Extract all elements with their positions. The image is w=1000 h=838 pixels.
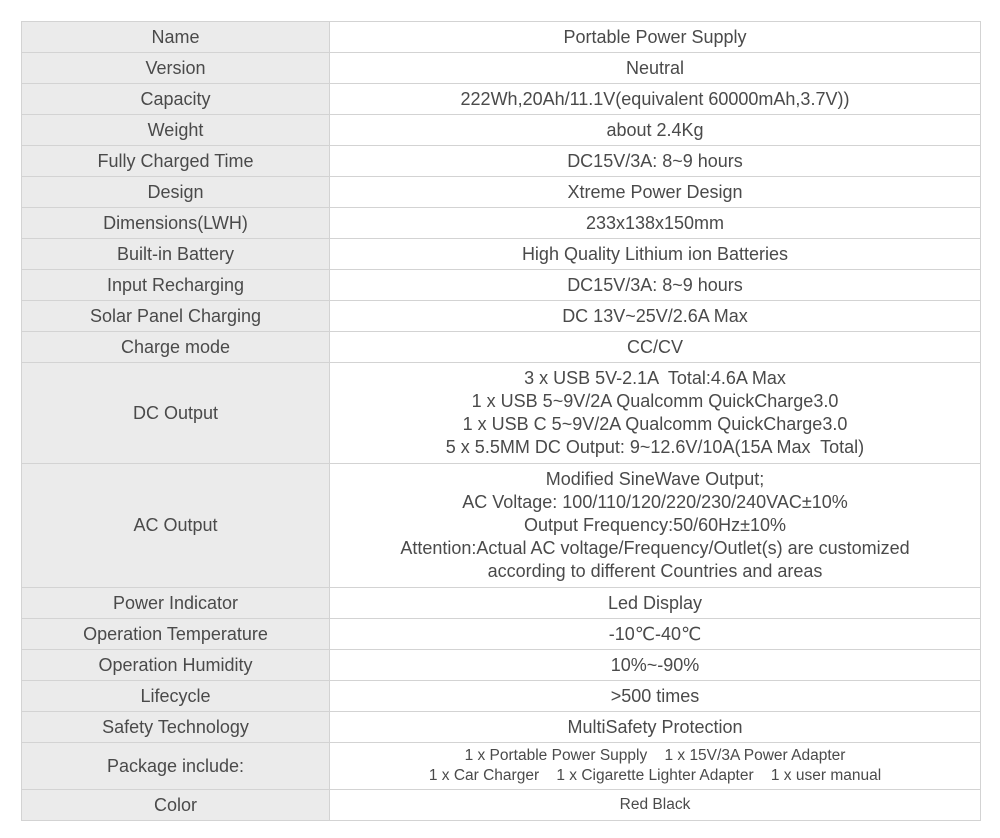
spec-value-line: 3 x USB 5V-2.1A Total:4.6A Max bbox=[524, 368, 786, 388]
spec-value-line: 222Wh,20Ah/11.1V(equivalent 60000mAh,3.7V)) bbox=[460, 88, 850, 109]
spec-value-line: DC15V/3A: 8~9 hours bbox=[567, 150, 743, 171]
spec-value-line: 233x138x150mm bbox=[585, 212, 725, 233]
spec-label: Color bbox=[22, 790, 330, 821]
spec-value-line: DC15V/3A: 8~9 hours bbox=[567, 274, 743, 295]
spec-value-line: Red Black bbox=[619, 796, 691, 813]
spec-label: Lifecycle bbox=[22, 681, 330, 712]
spec-value bbox=[330, 712, 981, 743]
spec-label: Design bbox=[22, 177, 330, 208]
spec-row bbox=[22, 332, 981, 363]
spec-table bbox=[21, 21, 981, 821]
spec-value-line: CC/CV bbox=[626, 336, 683, 357]
spec-value bbox=[330, 301, 981, 332]
spec-value bbox=[330, 208, 981, 239]
spec-value bbox=[330, 743, 981, 790]
spec-value bbox=[330, 53, 981, 84]
spec-value-line: Output Frequency:50/60Hz±10% bbox=[523, 515, 787, 535]
spec-value-line: DC 13V~25V/2.6A Max bbox=[562, 305, 748, 326]
spec-value-line: 1 x Car Charger 1 x Cigarette Lighter Adapter 1 x user manual bbox=[428, 767, 882, 784]
spec-row bbox=[22, 53, 981, 84]
spec-label: Power Indicator bbox=[22, 588, 330, 619]
spec-label: Version bbox=[22, 53, 330, 84]
spec-value-line: Xtreme Power Design bbox=[567, 181, 743, 202]
spec-label: Capacity bbox=[22, 84, 330, 115]
spec-value bbox=[330, 115, 981, 146]
spec-row bbox=[22, 619, 981, 650]
spec-row bbox=[22, 712, 981, 743]
spec-label: Input Recharging bbox=[22, 270, 330, 301]
spec-row bbox=[22, 177, 981, 208]
spec-row bbox=[22, 115, 981, 146]
spec-value bbox=[330, 650, 981, 681]
spec-value bbox=[330, 22, 981, 53]
spec-label: Fully Charged Time bbox=[22, 146, 330, 177]
spec-value bbox=[330, 619, 981, 650]
spec-value-line: about 2.4Kg bbox=[606, 119, 704, 140]
spec-label: DC Output bbox=[22, 363, 330, 464]
spec-value bbox=[330, 239, 981, 270]
spec-value-line: Attention:Actual AC voltage/Frequency/Outlet(s) are customized bbox=[400, 538, 910, 558]
spec-value bbox=[330, 588, 981, 619]
spec-value bbox=[330, 363, 981, 464]
spec-value bbox=[330, 681, 981, 712]
spec-label: Weight bbox=[22, 115, 330, 146]
spec-value-line: -10℃-40℃ bbox=[608, 623, 702, 644]
spec-row bbox=[22, 270, 981, 301]
spec-label: Dimensions(LWH) bbox=[22, 208, 330, 239]
spec-row bbox=[22, 22, 981, 53]
spec-row bbox=[22, 146, 981, 177]
spec-value bbox=[330, 270, 981, 301]
spec-value-line: 1 x USB C 5~9V/2A Qualcomm QuickCharge3.0 bbox=[462, 414, 848, 434]
spec-row bbox=[22, 239, 981, 270]
spec-value-line: Neutral bbox=[625, 57, 685, 78]
spec-label: Operation Humidity bbox=[22, 650, 330, 681]
spec-value-line: 5 x 5.5MM DC Output: 9~12.6V/10A(15A Max Total) bbox=[445, 437, 865, 457]
spec-label: Operation Temperature bbox=[22, 619, 330, 650]
spec-row bbox=[22, 464, 981, 588]
spec-value bbox=[330, 146, 981, 177]
spec-value-line: >500 times bbox=[610, 685, 700, 706]
spec-label: Name bbox=[22, 22, 330, 53]
spec-label: Solar Panel Charging bbox=[22, 301, 330, 332]
spec-value-line: according to different Countries and areas bbox=[487, 561, 823, 581]
spec-value bbox=[330, 84, 981, 115]
spec-row bbox=[22, 743, 981, 790]
spec-value-line: High Quality Lithium ion Batteries bbox=[521, 243, 789, 264]
spec-row bbox=[22, 681, 981, 712]
spec-value bbox=[330, 464, 981, 588]
spec-table-body bbox=[22, 22, 981, 821]
spec-label: Package include: bbox=[22, 743, 330, 790]
spec-value-line: AC Voltage: 100/110/120/220/230/240VAC±10% bbox=[462, 492, 848, 512]
spec-value bbox=[330, 790, 981, 821]
spec-row bbox=[22, 301, 981, 332]
spec-value-line: 1 x USB 5~9V/2A Qualcomm QuickCharge3.0 bbox=[471, 391, 839, 411]
spec-row bbox=[22, 790, 981, 821]
spec-row bbox=[22, 84, 981, 115]
spec-value bbox=[330, 177, 981, 208]
spec-label: AC Output bbox=[22, 464, 330, 588]
spec-value-line: Modified SineWave Output; bbox=[545, 469, 765, 489]
spec-value-line: 10%~-90% bbox=[610, 654, 700, 675]
spec-label: Built-in Battery bbox=[22, 239, 330, 270]
spec-value-line: 1 x Portable Power Supply 1 x 15V/3A Power Adapter bbox=[464, 747, 846, 764]
spec-row bbox=[22, 650, 981, 681]
spec-row bbox=[22, 363, 981, 464]
spec-value-line: Portable Power Supply bbox=[563, 26, 747, 47]
spec-label: Charge mode bbox=[22, 332, 330, 363]
spec-value-line: Led Display bbox=[607, 592, 703, 613]
spec-row bbox=[22, 208, 981, 239]
spec-value bbox=[330, 332, 981, 363]
spec-value-line: MultiSafety Protection bbox=[567, 716, 743, 737]
spec-label: Safety Technology bbox=[22, 712, 330, 743]
spec-row bbox=[22, 588, 981, 619]
